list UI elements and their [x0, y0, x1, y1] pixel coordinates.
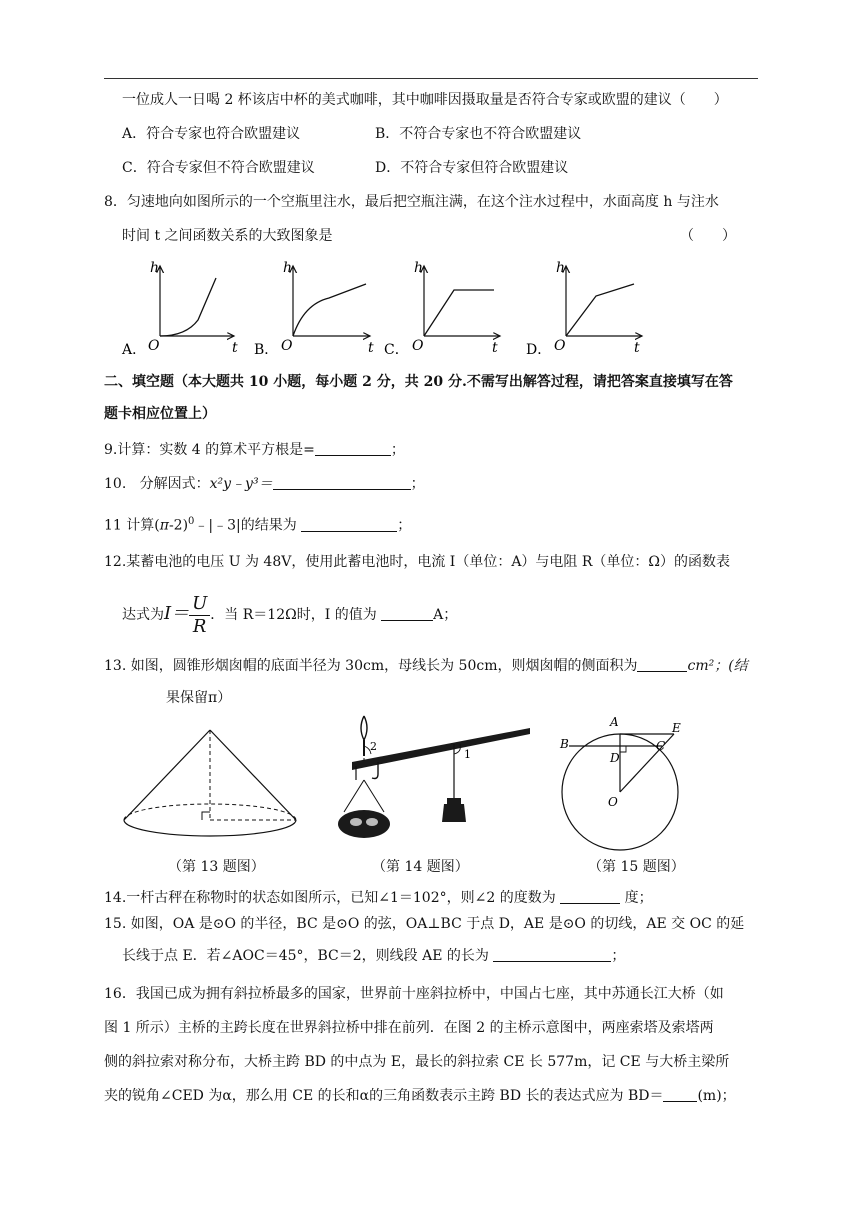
q16-text: 夹的锐角∠CED 为α，那么用 CE 的长和α的三角函数表示主跨 BD 长的表达式应为 BD＝ [104, 1088, 664, 1104]
graph-d-label: D． [526, 342, 552, 358]
section-2-title-line1: 二、填空题（本大题共 10 小题，每小题 2 分，共 20 分.不需写出解答过程，请把答案直接填写在答 [104, 374, 733, 390]
q7-option-a: A．符合专家也符合欧盟建议 [122, 126, 301, 142]
q11 [104, 512, 411, 536]
figure-15-label-a: A [610, 715, 619, 729]
q10-answer-blank[interactable] [273, 475, 411, 490]
q11-mid: -2) [168, 517, 189, 534]
q8-answer-paren: （ ） [680, 228, 736, 244]
q14-answer-blank[interactable] [560, 889, 620, 904]
graph-b-h-label: h [283, 260, 293, 276]
graph-d-origin: O [554, 338, 566, 354]
q12-prefix: 达式为 [122, 607, 164, 623]
figure-15-label-b: B [560, 737, 569, 751]
q9-answer-blank[interactable] [315, 441, 391, 456]
q16-line1: 16．我国已成为拥有斜拉桥最多的国家，世界前十座斜拉桥中，中国占七座，其中苏通长江大桥（如 [104, 986, 724, 1002]
graph-b [254, 260, 374, 358]
q9-tail: ； [390, 442, 405, 458]
graph-a-origin: O [148, 338, 160, 354]
graph-c-label: C． [384, 342, 409, 358]
figure-15-caption: （第 15 题图） [588, 859, 685, 875]
figure-13-cone [118, 718, 302, 846]
q13-line1 [104, 656, 748, 676]
graph-a-label: A． [122, 342, 147, 358]
figure-15-label-o: O [608, 795, 618, 809]
q8-graphs [104, 254, 764, 358]
q10-num: 10. [104, 476, 127, 492]
q8-stem-line2: 时间 t 之间函数关系的大致图象是 [122, 228, 333, 244]
q12-denominator: R [192, 615, 207, 637]
q10-expr: x²y﹣y³＝ [209, 476, 273, 492]
q13-line2: 果保留π） [166, 690, 232, 706]
q11-answer-blank[interactable] [301, 517, 397, 532]
q16-line4 [104, 1086, 736, 1106]
q12-fraction [189, 593, 210, 638]
q13-answer-blank[interactable] [637, 657, 687, 672]
graph-c-origin: O [412, 338, 424, 354]
q16-answer-blank[interactable] [663, 1087, 697, 1102]
graph-c-h-label: h [414, 260, 424, 276]
q9-text: 9.计算：实数 4 的算术平方根是= [104, 442, 315, 458]
q14-tail: 度； [624, 890, 653, 906]
graph-b-origin: O [281, 338, 293, 354]
q7-option-c: C．符合专家但不符合欧盟建议 [122, 160, 315, 176]
q16-line3: 侧的斜拉索对称分布，大桥主跨 BD 的中点为 E，最长的斜拉索 CE 长 577m，记 CE 与大桥主梁所 [104, 1054, 730, 1070]
q10-prefix: 分解因式： [139, 476, 210, 492]
q14-text: 14.一杆古秤在称物时的状态如图所示，已知∠1＝102°，则∠2 的度数为 [104, 890, 556, 906]
section-2-title-line2: 题卡相应位置上） [104, 406, 216, 422]
q15-line2 [122, 946, 625, 966]
q10 [104, 474, 425, 494]
q11-pi: π [159, 517, 169, 534]
figure-15-label-d: D [610, 751, 620, 765]
graph-b-label: B． [254, 342, 279, 358]
header-rule [104, 78, 758, 79]
graph-d-t-label: t [634, 340, 640, 356]
q7-option-b: B．不符合专家也不符合欧盟建议 [375, 126, 582, 142]
q13-text: 13. 如图，圆锥形烟囱帽的底面半径为 30cm，母线长为 50cm，则烟囱帽的侧面积为 [104, 658, 638, 674]
figure-14-caption: （第 14 题图） [372, 859, 469, 875]
graph-d [526, 260, 642, 358]
q12-mid: ．当 R＝12Ω时，I 的值为 [210, 607, 377, 623]
graph-c-t-label: t [492, 340, 498, 356]
q11-prefix: 11 计算( [104, 517, 160, 534]
q16-line2: 图 1 所示）主桥的主跨长度在世界斜拉桥中排在前列．在图 2 的主桥示意图中，两座索塔及索塔两 [104, 1020, 714, 1036]
q7-stem: 一位成人一日喝 2 杯该店中杯的美式咖啡，其中咖啡因摄取量是否符合专家或欧盟的建议（ ） [122, 92, 728, 108]
q14 [104, 888, 653, 908]
figure-13-caption: （第 13 题图） [168, 859, 265, 875]
figure-15-circle [556, 712, 696, 854]
q9 [104, 440, 405, 460]
q16-tail: (m)； [697, 1088, 736, 1104]
figure-14-angle-2-label: 2 [370, 740, 377, 753]
q12-line2 [122, 592, 457, 638]
graph-a-h-label: h [150, 260, 160, 276]
figure-14-angle-1-label: 1 [464, 748, 471, 761]
q12-tail: A； [433, 607, 458, 623]
q7-option-d: D．不符合专家但符合欧盟建议 [375, 160, 569, 176]
q12-line1: 12.某蓄电池的电压 U 为 48V，使用此蓄电池时，电流 I（单位：A）与电阻 R（单位：Ω）的函数表 [104, 554, 731, 570]
q15-answer-blank[interactable] [493, 947, 611, 962]
q12-numerator: U [189, 593, 210, 616]
graph-c [384, 260, 500, 358]
figure-15-label-e: E [672, 721, 681, 735]
graph-d-h-label: h [556, 260, 566, 276]
q15-text: 长线于点 E．若∠AOC＝45°，BC＝2，则线段 AE 的长为 [122, 948, 489, 964]
q15-tail: ； [611, 948, 626, 964]
q10-tail: ； [410, 476, 425, 492]
q12-answer-blank[interactable] [381, 606, 433, 621]
q11-tail: ； [397, 517, 412, 534]
q11-rest: ﹣|﹣3|的结果为 [194, 517, 297, 534]
q12-lhs: I＝ [164, 603, 190, 624]
figure-15-label-c: C [656, 739, 666, 753]
graph-b-t-label: t [368, 340, 374, 356]
q15-line1: 15. 如图，OA 是⊙O 的半径，BC 是⊙O 的弦，OA⊥BC 于点 D，AE 是⊙O 的切线，AE 交 OC 的延 [104, 916, 745, 932]
figure-14-steelyard [330, 714, 536, 842]
graph-a [121, 260, 238, 358]
graph-a-t-label: t [232, 340, 238, 356]
q8-stem-line1: 8．匀速地向如图所示的一个空瓶里注水，最后把空瓶注满，在这个注水过程中，水面高度 h 与注水 [104, 194, 719, 210]
q11-exponent: 0 [188, 516, 195, 527]
q13-unit: cm²；(结 [687, 658, 748, 674]
